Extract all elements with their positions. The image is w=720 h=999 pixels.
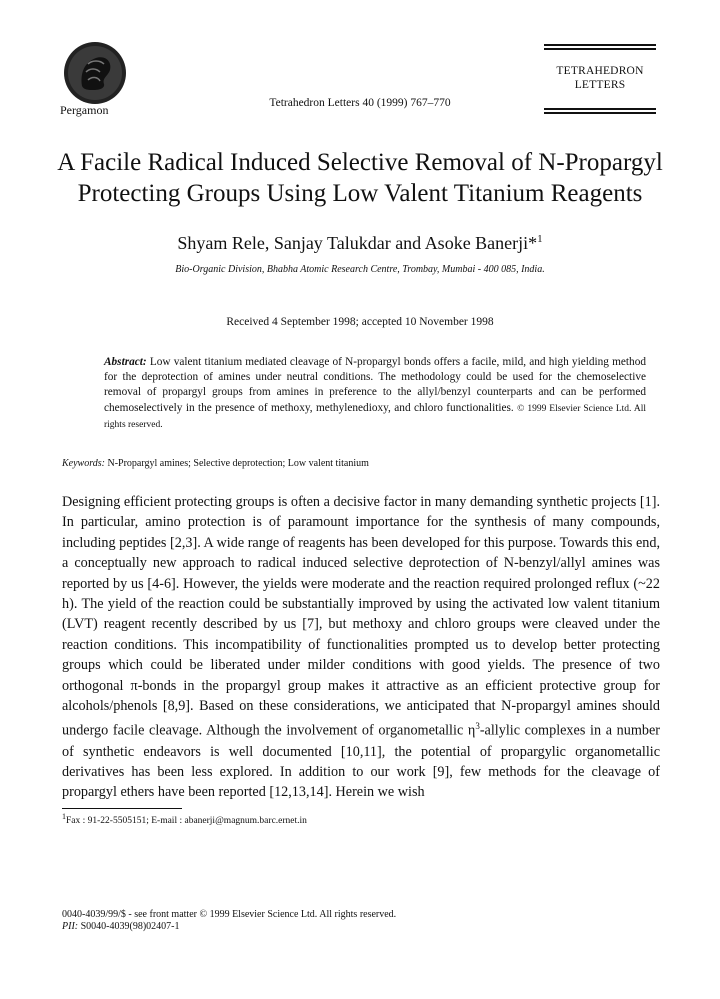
affiliation: Bio-Organic Division, Bhabha Atomic Research Centre, Trombay, Mumbai - 400 085, India. <box>175 264 545 275</box>
footnote-text: Fax : 91-22-5505151; E-mail : abanerji@magnum.barc.ernet.in <box>66 816 307 827</box>
footnote-mark: 1 <box>62 812 66 821</box>
rule <box>544 48 656 50</box>
paper-title-line1: A Facile Radical Induced Selective Removal of N-Propargyl <box>57 149 663 176</box>
eta-superscript: 3 <box>475 721 480 732</box>
rule <box>544 44 656 46</box>
footnote <box>62 812 307 826</box>
body-paragraph <box>62 492 660 803</box>
author-list <box>0 233 720 254</box>
pii-line <box>62 921 180 932</box>
keywords <box>62 458 369 469</box>
authors: Shyam Rele, Sanjay Talukdar and Asoke Banerji* <box>177 233 538 253</box>
body-text-part2: -allylic complexes in a number of synthetic endeavors is well documented [10,11], the potential of propargylic organometallic derivatives has been less explored. In addition to our work [9], few methods for the cleavage of propargyl ethers have been reported [12,13,14]. Herein we wish <box>62 723 660 801</box>
journal-title-line2: LETTERS <box>574 79 626 91</box>
paper-title-line2: Protecting Groups Using Low Valent Titanium Reagents <box>77 180 643 207</box>
abstract-copyright: © 1999 Elsevier Science Ltd. All rights reserved. <box>104 403 646 430</box>
footnote-rule <box>62 808 182 809</box>
rule <box>544 112 656 114</box>
journal-citation: Tetrahedron Letters 40 (1999) 767–770 <box>269 97 451 109</box>
abstract <box>104 355 646 433</box>
abstract-text: Low valent titanium mediated cleavage of N-propargyl bonds offers a facile, mild, and high yielding method for the deprotection of amines under neutral conditions. The methodology could be used for the chemoselective removal of propargyl groups from amines in preference to the allyl/benzyl counterparts and can be performed chemoselectively in the presence of methoxy, methylenedioxy, and chloro functionalities. <box>104 356 646 414</box>
pii-label: PII: <box>62 921 79 932</box>
abstract-label: Abstract: <box>104 356 147 368</box>
journal-title-box <box>544 44 656 116</box>
received-dates: Received 4 September 1998; accepted 10 November 1998 <box>226 316 494 328</box>
journal-title-line1: TETRAHEDRON <box>556 65 644 77</box>
pii-value: S0040-4039(98)02407-1 <box>80 921 180 932</box>
paper-title <box>40 147 680 209</box>
body-text-part1: Designing efficient protecting groups is often a decisive factor in many demanding synthetic projects [1]. In particular, amino protection is of paramount importance for the synthesis of many compounds, including peptides [2,3]. A wide range of reagents has been developed for this purpose. Towards this end, a conceptually new approach to radical induced selective deprotection of N-benzyl/allyl amines was reported by us [4-6]. However, the yields were moderate and the reaction required prolonged reflux (~22 h). The yield of the reaction could be substantially improved by using the activated low valent titanium (LVT) reagent recently described by us [7], but methoxy and chloro groups were cleaved under the reaction conditions. This incompatibility of functionalities prompted us to develop better protecting groups which could be liberated under milder conditions with good yields. The presence of two orthogonal π-bonds in the propargyl group makes it attractive as an efficient protective group for alcohols/phenols [8,9]. Based on these considerations, we anticipated that N-propargyl amines should undergo facile cleavage. Although the involvement of organometallic η <box>62 494 660 740</box>
keywords-text: N-Propargyl amines; Selective deprotection; Low valent titanium <box>107 458 369 469</box>
rule <box>544 108 656 110</box>
journal-title <box>544 64 656 92</box>
issn-line: 0040-4039/99/$ - see front matter © 1999 Elsevier Science Ltd. All rights reserved. <box>62 909 397 920</box>
keywords-label: Keywords: <box>62 458 105 469</box>
author-footnote-mark: 1 <box>537 233 543 245</box>
publisher-name: Pergamon <box>60 103 109 117</box>
